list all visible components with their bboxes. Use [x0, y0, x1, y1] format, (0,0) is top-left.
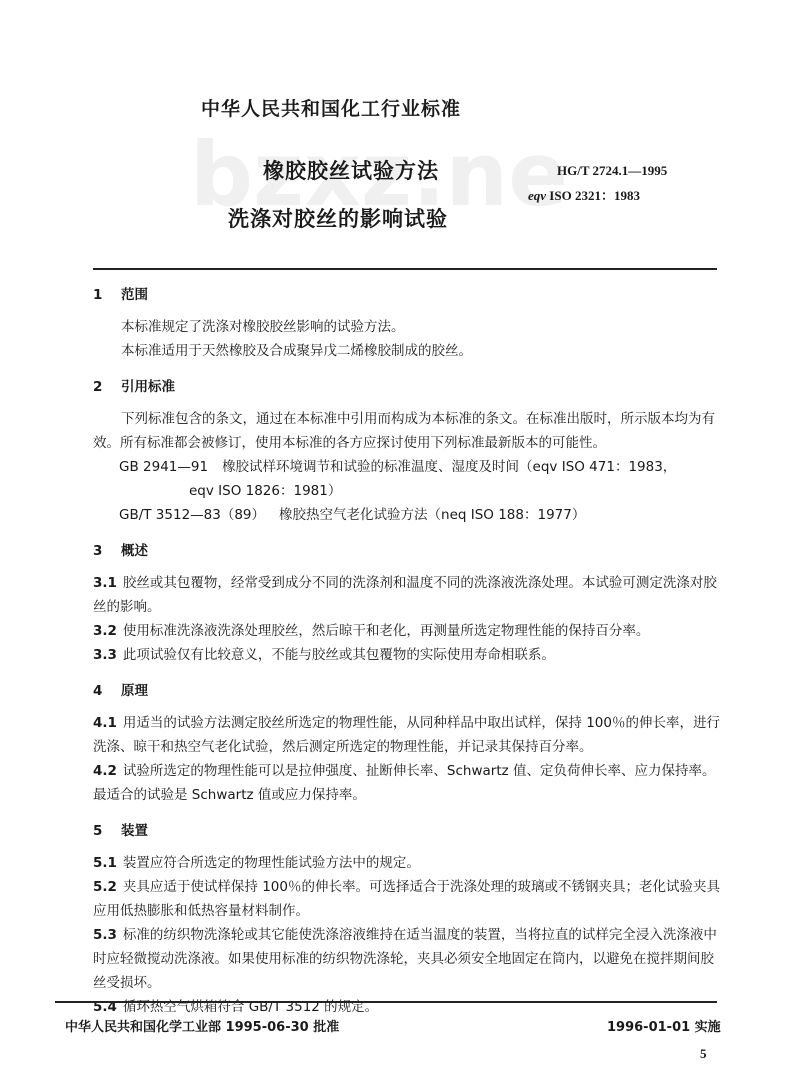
section-heading: [93, 679, 721, 703]
reference-title: 橡胶试样环境调节和试验的标准温度、湿度及时间（eqv ISO 471：1983，: [222, 459, 677, 475]
clause: [93, 711, 721, 759]
section-heading: [93, 375, 721, 399]
clause: [93, 923, 721, 995]
paragraph: 本标准规定了洗涤对橡胶胶丝影响的试验方法。: [121, 319, 405, 335]
section-heading: [93, 819, 721, 843]
clause-text: 胶丝或其包覆物，经常受到成分不同的洗涤剂和温度不同的洗涤液洗涤处理。本试验可测定洗涤对胶丝的影响。: [93, 575, 717, 615]
clause-number: 3.1: [93, 575, 117, 591]
clause: [93, 571, 721, 619]
paragraph: 本标准适用于天然橡胶及合成聚异戊二烯橡胶制成的胶丝。: [121, 343, 472, 359]
clause-number: 5.3: [93, 927, 117, 943]
reference-entry: [93, 455, 721, 503]
standard-number: HG/T 2724.1—1995: [557, 163, 668, 178]
clause-text: 标准的纺织物洗涤轮或其它能使洗涤溶液维持在适当温度的装置，当将拉直的试样完全浸入洗涤液中时应轻微搅动洗涤液。如果使用标准的纺织物洗涤轮，夹具必须安全地固定在筒内，以避免在搅拌期间胶丝受损坏。: [93, 927, 717, 991]
section-title: 引用标准: [121, 379, 175, 395]
reference-title: 橡胶热空气老化试验方法（neq ISO 188：1977）: [279, 507, 586, 523]
section-number: 4: [93, 683, 103, 699]
section-title: 装置: [121, 823, 148, 839]
section-number: 2: [93, 379, 103, 395]
clause-number: 3.2: [93, 623, 117, 639]
clause-number: 3.3: [93, 647, 117, 663]
document-title-line2: 洗涤对胶丝的影响试验: [228, 207, 448, 231]
equivalent-standard: [528, 185, 640, 204]
reference-continuation: eqv ISO 1826：1981）: [189, 483, 342, 499]
header-divider: [93, 268, 717, 270]
paragraph: 下列标准包含的条文，通过在本标准中引用而构成为本标准的条文。在标准出版时，所示版本均为有效。所有标准都会被修订，使用本标准的各方应探讨使用下列标准最新版本的可能性。: [93, 411, 715, 451]
clause-text: 装置应符合所选定的物理性能试验方法中的规定。: [122, 855, 420, 871]
page-number: 5: [700, 1046, 707, 1061]
section-title: 概述: [121, 543, 148, 559]
section-number: 1: [93, 287, 103, 303]
clause: [93, 643, 721, 667]
section-number: 3: [93, 543, 103, 559]
clause-number: 5.2: [93, 879, 117, 895]
clause-text: 夹具应适于使试样保持 100％的伸长率。可选择适合于洗涤处理的玻璃或不锈钢夹具；老化试验夹具应用低热膨胀和低热容量材料制作。: [93, 879, 720, 919]
clause-text: 试验所选定的物理性能可以是拉伸强度、扯断伸长率、Schwartz 值、定负荷伸长率、应力保持率。最适合的试验是 Schwartz 值或应力保持率。: [93, 763, 716, 803]
eqv-prefix: eqv: [528, 188, 547, 203]
effective-date: 1996-01-01 实施: [607, 1020, 721, 1035]
clause-text: 此项试验仅有比较意义，不能与胶丝或其包覆物的实际使用寿命相联系。: [122, 647, 555, 663]
reference-code: GB 2941—91: [119, 459, 209, 475]
clause-number: 5.4: [93, 999, 117, 1015]
section-heading: [93, 283, 721, 307]
section-number: 5: [93, 823, 103, 839]
clause-text: 循环热空气烘箱符合 GB/T 3512 的规定。: [122, 999, 379, 1015]
clause: [93, 619, 721, 643]
section-title: 范围: [121, 287, 148, 303]
document-title-line1: 橡胶胶丝试验方法: [263, 159, 439, 183]
document-body: [93, 283, 721, 1019]
svg-text:bzxz.net: bzxz.ne: [190, 125, 565, 225]
clause-text: 使用标准洗涤液洗涤处理胶丝，然后晾干和老化，再测量所选定物理性能的保持百分率。: [122, 623, 650, 639]
footer-divider: [55, 1001, 717, 1003]
eqv-text: ISO 2321：1983: [549, 188, 640, 203]
section-title: 原理: [121, 683, 148, 699]
section-heading: [93, 539, 721, 563]
reference-code: GB/T 3512—83（89）: [119, 507, 266, 523]
reference-entry: [93, 503, 721, 527]
clause-text: 用适当的试验方法测定胶丝所选定的物理性能，从同种样品中取出试样，保持 100％的伸长率，进行洗涤、晾干和热空气老化试验，然后测定所选定的物理性能，并记录其保持百分率。: [93, 715, 720, 755]
clause-number: 4.1: [93, 715, 117, 731]
issuing-organization: 中华人民共和国化工行业标准: [201, 98, 462, 120]
clause: [93, 851, 721, 875]
clause-number: 5.1: [93, 855, 117, 871]
clause: [93, 759, 721, 807]
approval-line: 中华人民共和国化学工业部 1995-06-30 批准: [65, 1020, 340, 1035]
clause-number: 4.2: [93, 763, 117, 779]
clause: [93, 875, 721, 923]
